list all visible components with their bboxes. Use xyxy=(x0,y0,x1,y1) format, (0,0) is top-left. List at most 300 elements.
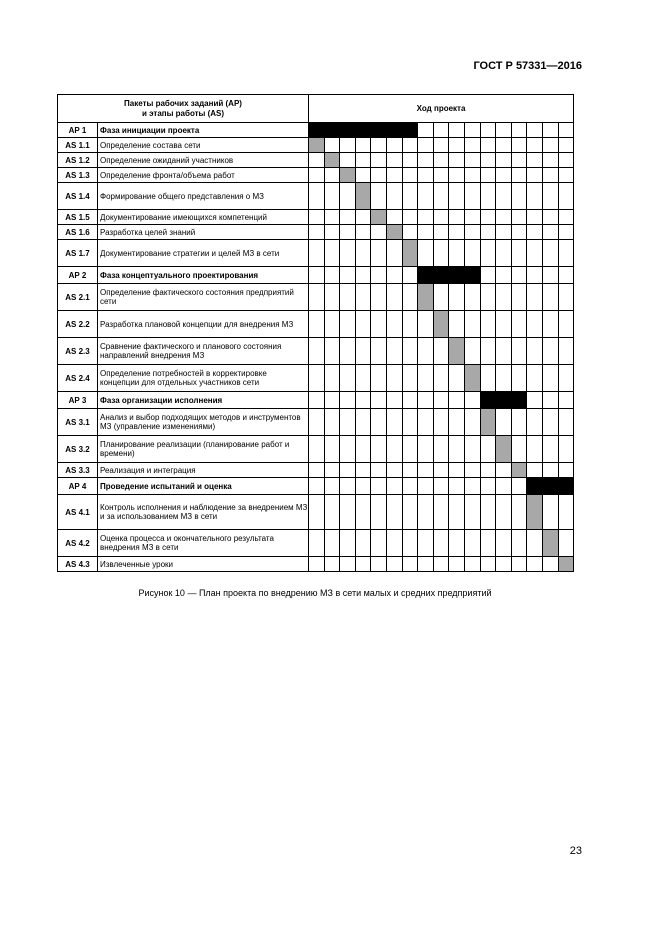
gantt-cell xyxy=(480,311,496,338)
gantt-bar-stage xyxy=(496,436,512,463)
gantt-bar-stage xyxy=(558,557,574,572)
gantt-cell xyxy=(433,392,449,409)
row-name: Фаза инициации проекта xyxy=(98,123,309,138)
gantt-cell xyxy=(386,338,402,365)
gantt-cell xyxy=(386,240,402,267)
gantt-cell xyxy=(511,138,527,153)
gantt-cell xyxy=(496,530,512,557)
work-stage-row xyxy=(58,183,574,210)
gantt-cell xyxy=(496,365,512,392)
gantt-cell xyxy=(309,284,325,311)
gantt-cell xyxy=(340,284,356,311)
gantt-cell xyxy=(433,478,449,495)
row-code: АР 4 xyxy=(58,478,98,495)
gantt-cell xyxy=(449,409,465,436)
row-name: Определение ожиданий участников xyxy=(98,153,309,168)
gantt-cell xyxy=(371,463,387,478)
gantt-cell xyxy=(449,463,465,478)
gantt-cell xyxy=(496,183,512,210)
gantt-cell xyxy=(464,210,480,225)
gantt-cell xyxy=(542,365,558,392)
gantt-cell xyxy=(309,495,325,530)
row-code: AS 2.3 xyxy=(58,338,98,365)
gantt-cell xyxy=(511,338,527,365)
gantt-cell xyxy=(324,267,340,284)
gantt-cell xyxy=(309,365,325,392)
gantt-cell xyxy=(511,168,527,183)
gantt-cell xyxy=(542,225,558,240)
gantt-cell xyxy=(324,365,340,392)
gantt-bar-phase xyxy=(527,478,543,495)
gantt-bar-phase xyxy=(433,267,449,284)
gantt-bar-phase xyxy=(496,392,512,409)
gantt-cell xyxy=(418,463,434,478)
gantt-cell xyxy=(309,168,325,183)
gantt-cell xyxy=(496,495,512,530)
gantt-cell xyxy=(511,183,527,210)
gantt-cell xyxy=(464,436,480,463)
gantt-cell xyxy=(542,123,558,138)
row-code: AS 1.6 xyxy=(58,225,98,240)
gantt-cell xyxy=(449,153,465,168)
gantt-cell xyxy=(527,365,543,392)
row-name: Фаза концептуального проектирования xyxy=(98,267,309,284)
gantt-cell xyxy=(386,365,402,392)
work-stage-row xyxy=(58,436,574,463)
gantt-cell xyxy=(496,557,512,572)
gantt-cell xyxy=(449,210,465,225)
gantt-cell xyxy=(558,267,574,284)
gantt-cell xyxy=(402,463,418,478)
work-stage-row xyxy=(58,463,574,478)
gantt-cell xyxy=(464,153,480,168)
gantt-cell xyxy=(464,311,480,338)
gantt-cell xyxy=(464,463,480,478)
gantt-cell xyxy=(402,392,418,409)
gantt-cell xyxy=(340,365,356,392)
gantt-cell xyxy=(511,210,527,225)
gantt-cell xyxy=(340,530,356,557)
gantt-cell xyxy=(496,225,512,240)
gantt-cell xyxy=(340,392,356,409)
gantt-header-row xyxy=(58,95,574,123)
gantt-cell xyxy=(402,478,418,495)
gantt-cell xyxy=(355,225,371,240)
gantt-bar-phase xyxy=(402,123,418,138)
gantt-cell xyxy=(386,463,402,478)
gantt-cell xyxy=(309,225,325,240)
gantt-cell xyxy=(480,183,496,210)
gantt-bar-stage xyxy=(527,495,543,530)
gantt-cell xyxy=(371,495,387,530)
gantt-cell xyxy=(371,153,387,168)
gantt-cell xyxy=(480,284,496,311)
row-code: AS 1.2 xyxy=(58,153,98,168)
gantt-cell xyxy=(527,409,543,436)
gantt-cell xyxy=(324,463,340,478)
gantt-cell xyxy=(527,153,543,168)
gantt-cell xyxy=(480,123,496,138)
gantt-cell xyxy=(402,138,418,153)
gantt-cell xyxy=(527,311,543,338)
row-name: Определение потребностей в корректировке концепции для отдельных участников сети xyxy=(98,365,309,392)
gantt-cell xyxy=(433,153,449,168)
gantt-cell xyxy=(340,311,356,338)
gantt-cell xyxy=(449,225,465,240)
gantt-cell xyxy=(480,210,496,225)
gantt-cell xyxy=(496,138,512,153)
gantt-cell xyxy=(402,153,418,168)
row-code: AS 1.4 xyxy=(58,183,98,210)
gantt-cell xyxy=(371,311,387,338)
gantt-cell xyxy=(418,225,434,240)
gantt-cell xyxy=(371,409,387,436)
row-name: Проведение испытаний и оценка xyxy=(98,478,309,495)
gantt-cell xyxy=(324,284,340,311)
figure-caption: Рисунок 10 — План проекта по внедрению МЗ в сети малых и средних предприятий xyxy=(138,588,492,598)
gantt-bar-phase xyxy=(449,267,465,284)
gantt-cell xyxy=(449,478,465,495)
gantt-cell xyxy=(371,138,387,153)
row-name: Разработка плановой концепции для внедрения МЗ xyxy=(98,311,309,338)
gantt-cell xyxy=(324,240,340,267)
gantt-cell xyxy=(558,240,574,267)
gantt-cell xyxy=(558,436,574,463)
gantt-cell xyxy=(480,557,496,572)
gantt-cell xyxy=(449,495,465,530)
row-code: AS 4.1 xyxy=(58,495,98,530)
row-name: Документирование стратегии и целей МЗ в сети xyxy=(98,240,309,267)
gantt-cell xyxy=(418,338,434,365)
gantt-cell xyxy=(340,153,356,168)
gantt-cell xyxy=(542,240,558,267)
gantt-cell xyxy=(496,168,512,183)
gantt-cell xyxy=(496,153,512,168)
row-name: Определение фронта/объема работ xyxy=(98,168,309,183)
header-work-packages-line: Пакеты рабочих заданий (АР) xyxy=(124,98,242,108)
row-name: Формирование общего представления о МЗ xyxy=(98,183,309,210)
gantt-bar-phase xyxy=(418,267,434,284)
gantt-cell xyxy=(527,436,543,463)
gantt-cell xyxy=(309,153,325,168)
gantt-cell xyxy=(386,210,402,225)
gantt-cell xyxy=(324,436,340,463)
gantt-cell xyxy=(371,365,387,392)
gantt-cell xyxy=(511,284,527,311)
gantt-cell xyxy=(480,365,496,392)
gantt-cell xyxy=(433,123,449,138)
gantt-cell xyxy=(511,153,527,168)
gantt-cell xyxy=(433,210,449,225)
row-code: AS 1.1 xyxy=(58,138,98,153)
header-work-packages xyxy=(58,95,309,123)
gantt-cell xyxy=(402,311,418,338)
row-name: Анализ и выбор подходящих методов и инструментов МЗ (управление изменениями) xyxy=(98,409,309,436)
row-code: AS 2.2 xyxy=(58,311,98,338)
row-code: AS 2.4 xyxy=(58,365,98,392)
gantt-cell xyxy=(496,338,512,365)
gantt-cell xyxy=(340,240,356,267)
gantt-cell xyxy=(480,168,496,183)
gantt-bar-phase xyxy=(355,123,371,138)
gantt-cell xyxy=(511,123,527,138)
gantt-bar-phase xyxy=(371,123,387,138)
gantt-bar-stage xyxy=(542,530,558,557)
gantt-cell xyxy=(340,338,356,365)
gantt-cell xyxy=(309,463,325,478)
gantt-cell xyxy=(418,153,434,168)
row-code: AS 4.3 xyxy=(58,557,98,572)
gantt-cell xyxy=(386,311,402,338)
gantt-bar-stage xyxy=(418,284,434,311)
gantt-bar-phase xyxy=(340,123,356,138)
gantt-cell xyxy=(324,530,340,557)
gantt-cell xyxy=(355,530,371,557)
row-code: AS 3.3 xyxy=(58,463,98,478)
row-name: Документирование имеющихся компетенций xyxy=(98,210,309,225)
gantt-cell xyxy=(418,168,434,183)
row-name: Реализация и интеграция xyxy=(98,463,309,478)
gantt-cell xyxy=(309,183,325,210)
gantt-cell xyxy=(402,183,418,210)
gantt-cell xyxy=(527,338,543,365)
gantt-cell xyxy=(386,557,402,572)
gantt-cell xyxy=(464,392,480,409)
gantt-cell xyxy=(542,495,558,530)
gantt-cell xyxy=(542,557,558,572)
gantt-bar-phase xyxy=(542,478,558,495)
row-code: AS 3.1 xyxy=(58,409,98,436)
row-code: AS 1.5 xyxy=(58,210,98,225)
gantt-cell xyxy=(433,183,449,210)
gantt-cell xyxy=(511,530,527,557)
gantt-cell xyxy=(371,557,387,572)
gantt-cell xyxy=(511,365,527,392)
gantt-cell xyxy=(433,436,449,463)
gantt-cell xyxy=(324,338,340,365)
row-name: Определение состава сети xyxy=(98,138,309,153)
gantt-cell xyxy=(480,338,496,365)
gantt-cell xyxy=(355,409,371,436)
gantt-cell xyxy=(496,284,512,311)
row-name: Извлеченные уроки xyxy=(98,557,309,572)
gantt-cell xyxy=(527,138,543,153)
gantt-cell xyxy=(386,168,402,183)
gantt-cell xyxy=(558,284,574,311)
gantt-cell xyxy=(511,495,527,530)
gantt-cell xyxy=(527,267,543,284)
document-code: ГОСТ Р 57331—2016 xyxy=(473,60,582,72)
gantt-cell xyxy=(449,311,465,338)
gantt-cell xyxy=(558,123,574,138)
gantt-cell xyxy=(511,436,527,463)
header-work-packages-line: и этапы работы (AS) xyxy=(141,108,225,118)
gantt-cell xyxy=(386,138,402,153)
gantt-cell xyxy=(558,210,574,225)
gantt-cell xyxy=(418,311,434,338)
gantt-cell xyxy=(340,409,356,436)
gantt-cell xyxy=(527,463,543,478)
gantt-cell xyxy=(324,210,340,225)
row-name: Разработка целей знаний xyxy=(98,225,309,240)
gantt-cell xyxy=(542,409,558,436)
gantt-cell xyxy=(558,365,574,392)
gantt-cell xyxy=(433,557,449,572)
gantt-cell xyxy=(340,210,356,225)
gantt-cell xyxy=(433,168,449,183)
gantt-cell xyxy=(340,478,356,495)
gantt-cell xyxy=(480,153,496,168)
gantt-cell xyxy=(542,153,558,168)
gantt-cell xyxy=(309,409,325,436)
gantt-bar-stage xyxy=(355,183,371,210)
gantt-cell xyxy=(480,138,496,153)
gantt-cell xyxy=(496,409,512,436)
gantt-cell xyxy=(386,530,402,557)
gantt-cell xyxy=(433,240,449,267)
gantt-cell xyxy=(386,436,402,463)
gantt-cell xyxy=(355,478,371,495)
gantt-cell xyxy=(527,240,543,267)
gantt-cell xyxy=(371,284,387,311)
work-stage-row xyxy=(58,240,574,267)
work-stage-row xyxy=(58,138,574,153)
gantt-cell xyxy=(324,392,340,409)
gantt-cell xyxy=(558,463,574,478)
gantt-cell xyxy=(402,267,418,284)
gantt-cell xyxy=(464,183,480,210)
gantt-cell xyxy=(340,557,356,572)
gantt-cell xyxy=(558,409,574,436)
gantt-cell xyxy=(558,495,574,530)
gantt-cell xyxy=(449,183,465,210)
gantt-cell xyxy=(527,392,543,409)
row-code: AS 4.2 xyxy=(58,530,98,557)
gantt-cell xyxy=(418,409,434,436)
gantt-bar-stage xyxy=(464,365,480,392)
gantt-cell xyxy=(542,436,558,463)
gantt-cell xyxy=(511,557,527,572)
gantt-cell xyxy=(371,392,387,409)
gantt-cell xyxy=(449,365,465,392)
gantt-cell xyxy=(355,365,371,392)
gantt-cell xyxy=(542,168,558,183)
gantt-bar-phase xyxy=(511,392,527,409)
gantt-cell xyxy=(496,123,512,138)
gantt-cell xyxy=(309,210,325,225)
gantt-cell xyxy=(402,338,418,365)
row-code: AS 3.2 xyxy=(58,436,98,463)
gantt-cell xyxy=(418,240,434,267)
gantt-cell xyxy=(433,138,449,153)
gantt-cell xyxy=(309,311,325,338)
gantt-cell xyxy=(542,284,558,311)
work-package-row xyxy=(58,123,574,138)
row-code: AS 2.1 xyxy=(58,284,98,311)
gantt-cell xyxy=(371,530,387,557)
gantt-cell xyxy=(449,123,465,138)
gantt-cell xyxy=(418,138,434,153)
gantt-cell xyxy=(542,392,558,409)
gantt-cell xyxy=(371,168,387,183)
row-name: Определение фактического состояния предприятий сети xyxy=(98,284,309,311)
gantt-cell xyxy=(340,267,356,284)
gantt-cell xyxy=(386,267,402,284)
gantt-cell xyxy=(355,267,371,284)
gantt-cell xyxy=(433,409,449,436)
work-stage-row xyxy=(58,311,574,338)
gantt-cell xyxy=(480,436,496,463)
work-stage-row xyxy=(58,409,574,436)
gantt-cell xyxy=(355,284,371,311)
gantt-cell xyxy=(309,436,325,463)
gantt-cell xyxy=(355,138,371,153)
gantt-bar-phase xyxy=(324,123,340,138)
gantt-cell xyxy=(433,225,449,240)
gantt-cell xyxy=(402,284,418,311)
gantt-cell xyxy=(511,478,527,495)
gantt-cell xyxy=(480,267,496,284)
gantt-cell xyxy=(480,495,496,530)
gantt-cell xyxy=(355,495,371,530)
gantt-cell xyxy=(418,392,434,409)
gantt-cell xyxy=(542,463,558,478)
gantt-cell xyxy=(418,183,434,210)
work-stage-row xyxy=(58,530,574,557)
gantt-cell xyxy=(464,530,480,557)
gantt-cell xyxy=(464,338,480,365)
gantt-cell xyxy=(371,225,387,240)
gantt-cell xyxy=(418,123,434,138)
gantt-cell xyxy=(542,338,558,365)
gantt-bar-stage xyxy=(371,210,387,225)
gantt-cell xyxy=(324,225,340,240)
gantt-cell xyxy=(480,478,496,495)
gantt-cell xyxy=(480,225,496,240)
gantt-cell xyxy=(324,138,340,153)
work-stage-row xyxy=(58,338,574,365)
work-package-row xyxy=(58,392,574,409)
gantt-cell xyxy=(464,138,480,153)
gantt-cell xyxy=(324,168,340,183)
gantt-cell xyxy=(558,338,574,365)
gantt-cell xyxy=(527,168,543,183)
gantt-cell xyxy=(464,495,480,530)
gantt-cell xyxy=(309,530,325,557)
gantt-cell xyxy=(418,495,434,530)
gantt-bar-stage xyxy=(340,168,356,183)
work-stage-row xyxy=(58,284,574,311)
gantt-cell xyxy=(324,495,340,530)
gantt-cell xyxy=(433,495,449,530)
gantt-cell xyxy=(309,338,325,365)
gantt-cell xyxy=(464,168,480,183)
work-stage-row xyxy=(58,168,574,183)
gantt-cell xyxy=(340,436,356,463)
gantt-cell xyxy=(527,123,543,138)
gantt-cell xyxy=(527,530,543,557)
gantt-cell xyxy=(558,530,574,557)
header-project-progress: Ход проекта xyxy=(309,95,574,123)
gantt-cell xyxy=(418,478,434,495)
row-code: АР 1 xyxy=(58,123,98,138)
gantt-cell xyxy=(355,557,371,572)
gantt-bar-phase xyxy=(386,123,402,138)
gantt-cell xyxy=(496,267,512,284)
work-stage-row xyxy=(58,210,574,225)
gantt-cell xyxy=(386,409,402,436)
gantt-bar-phase xyxy=(480,392,496,409)
